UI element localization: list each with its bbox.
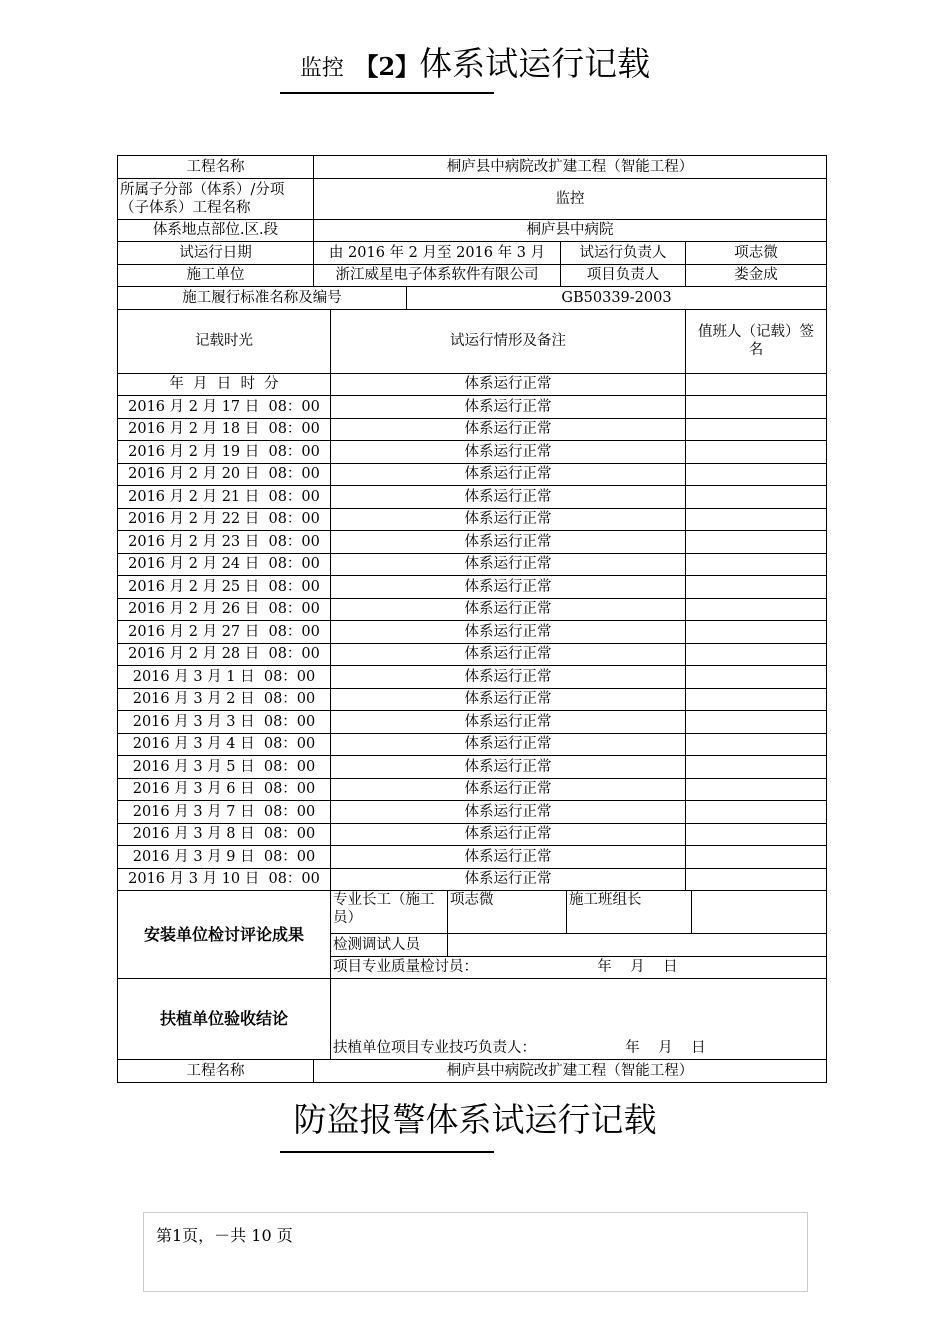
- project-row: [118, 156, 827, 179]
- standard-label: 施工履行标准名称及编号: [118, 287, 407, 310]
- log-duty: [686, 801, 827, 824]
- title-underline: [280, 92, 494, 94]
- log-header-row: [118, 309, 827, 373]
- log-status: 体系运行正常: [331, 756, 686, 779]
- log-duty: [686, 868, 827, 891]
- log-row: [118, 373, 827, 396]
- log-header-status: 试运行情形及备注: [331, 309, 686, 373]
- log-duty: [686, 823, 827, 846]
- install-row-1: [118, 891, 827, 934]
- project-row-2: [118, 1060, 827, 1083]
- supervisor-sign-label: 扶植单位项目专业技巧负责人：: [333, 1040, 536, 1056]
- subproject-row: [118, 178, 827, 219]
- contractor-value: 浙江威星电子体系软件有限公司: [314, 264, 561, 287]
- log-status: 体系运行正常: [331, 733, 686, 756]
- page-number: 第1页，－共 10 页: [156, 1226, 293, 1245]
- log-row: [118, 688, 827, 711]
- location-value: 桐庐县中病院: [314, 219, 827, 242]
- supervisor-row: [118, 979, 827, 1060]
- log-row: [118, 531, 827, 554]
- foreman-label: 专业长工（施工员）: [331, 891, 448, 934]
- log-time: 2016 月 3 月 2 日 08：00: [118, 688, 331, 711]
- log-duty: [686, 553, 827, 576]
- log-row: [118, 418, 827, 441]
- log-time: 2016 月 2 月 18 日 08：00: [118, 418, 331, 441]
- log-time: 2016 月 2 月 24 日 08：00: [118, 553, 331, 576]
- tester-value: [448, 934, 827, 957]
- log-status: 体系运行正常: [331, 396, 686, 419]
- page-footer: [143, 1212, 808, 1292]
- log-status: 体系运行正常: [331, 846, 686, 869]
- log-time: 2016 月 3 月 6 日 08：00: [118, 778, 331, 801]
- log-duty: [686, 463, 827, 486]
- location-label: 体系地点部位.区.段: [118, 219, 314, 242]
- log-status: 体系运行正常: [331, 463, 686, 486]
- location-row: [118, 219, 827, 242]
- foreman-value: 项志微: [448, 891, 567, 934]
- subproject-label: 所属子分部（体系）/分项（子体系）工程名称: [118, 178, 314, 219]
- record-table: [117, 155, 827, 1083]
- log-duty: [686, 688, 827, 711]
- tester-label: 检测调试人员: [331, 934, 448, 957]
- log-status: 体系运行正常: [331, 576, 686, 599]
- log-status: 体系运行正常: [331, 441, 686, 464]
- responsible-value: 项志微: [686, 242, 827, 265]
- team-leader-label: 施工班组长: [567, 891, 692, 934]
- project-label-2: 工程名称: [118, 1060, 314, 1083]
- log-duty: [686, 621, 827, 644]
- log-status: 体系运行正常: [331, 711, 686, 734]
- log-duty: [686, 508, 827, 531]
- log-duty: [686, 396, 827, 419]
- log-duty: [686, 486, 827, 509]
- log-duty: [686, 733, 827, 756]
- install-label: 安装单位检讨评论成果: [118, 891, 331, 979]
- log-row: [118, 441, 827, 464]
- log-time: 2016 月 3 月 5 日 08：00: [118, 756, 331, 779]
- log-status: 体系运行正常: [331, 418, 686, 441]
- log-row: [118, 733, 827, 756]
- log-time: 2016 月 2 月 25 日 08：00: [118, 576, 331, 599]
- contractor-label: 施工单位: [118, 264, 314, 287]
- title-main: 体系试运行记载: [419, 44, 651, 83]
- log-row: [118, 463, 827, 486]
- log-time: 2016 月 2 月 26 日 08：00: [118, 598, 331, 621]
- team-leader-value: [692, 891, 827, 934]
- log-time: 2016 月 2 月 28 日 08：00: [118, 643, 331, 666]
- log-header-duty: 值班人（记载）签名: [686, 309, 827, 373]
- log-duty: [686, 598, 827, 621]
- log-duty: [686, 643, 827, 666]
- log-row: [118, 666, 827, 689]
- date-label: 试运行日期: [118, 242, 314, 265]
- log-duty: [686, 846, 827, 869]
- log-row: [118, 846, 827, 869]
- log-status: 体系运行正常: [331, 486, 686, 509]
- log-status: 体系运行正常: [331, 531, 686, 554]
- log-time: 2016 月 3 月 7 日 08：00: [118, 801, 331, 824]
- log-time: 2016 月 2 月 20 日 08：00: [118, 463, 331, 486]
- log-row: [118, 486, 827, 509]
- log-status: 体系运行正常: [331, 508, 686, 531]
- log-row: [118, 508, 827, 531]
- log-row: [118, 711, 827, 734]
- log-duty: [686, 711, 827, 734]
- log-duty: [686, 778, 827, 801]
- log-status: 体系运行正常: [331, 643, 686, 666]
- log-status: 体系运行正常: [331, 868, 686, 891]
- log-status: 体系运行正常: [331, 621, 686, 644]
- log-time: 2016 月 2 月 22 日 08：00: [118, 508, 331, 531]
- project-label: 工程名称: [118, 156, 314, 179]
- log-row: [118, 801, 827, 824]
- log-duty: [686, 373, 827, 396]
- section-title: 防盗报警体系试运行记载: [293, 1100, 657, 1139]
- project-value-2: 桐庐县中病院改扩建工程（智能工程）: [314, 1060, 827, 1083]
- log-status: 体系运行正常: [331, 553, 686, 576]
- log-duty: [686, 418, 827, 441]
- quality-date: 年 月 日: [597, 959, 678, 976]
- log-time: 2016 月 3 月 8 日 08：00: [118, 823, 331, 846]
- log-duty: [686, 666, 827, 689]
- log-status: 体系运行正常: [331, 598, 686, 621]
- log-time: 2016 月 2 月 21 日 08：00: [118, 486, 331, 509]
- log-status: 体系运行正常: [331, 666, 686, 689]
- contractor-row: [118, 264, 827, 287]
- subproject-value: 监控: [314, 178, 827, 219]
- log-row: [118, 778, 827, 801]
- log-row: [118, 621, 827, 644]
- log-header-time: 记载时光: [118, 309, 331, 373]
- log-time: 2016 月 2 月 19 日 08：00: [118, 441, 331, 464]
- quality-inspector: [331, 956, 827, 979]
- log-status: 体系运行正常: [331, 688, 686, 711]
- title-prefix: 监控: [299, 56, 344, 81]
- standard-row: [118, 287, 827, 310]
- log-time: 2016 月 2 月 27 日 08：00: [118, 621, 331, 644]
- log-time: 2016 月 2 月 23 日 08：00: [118, 531, 331, 554]
- log-duty: [686, 576, 827, 599]
- log-time: 2016 月 2 月 17 日 08：00: [118, 396, 331, 419]
- log-time: 2016 月 3 月 10 日 08：00: [118, 868, 331, 891]
- log-status: 体系运行正常: [331, 778, 686, 801]
- responsible-label: 试运行负责人: [561, 242, 686, 265]
- log-row: [118, 823, 827, 846]
- supervisor-date: 年 月 日: [625, 1040, 706, 1056]
- supervisor-label: 扶植单位验收结论: [118, 979, 331, 1060]
- log-status: 体系运行正常: [331, 373, 686, 396]
- manager-value: 娄金成: [686, 264, 827, 287]
- log-duty: [686, 756, 827, 779]
- standard-value: GB50339-2003: [407, 287, 827, 310]
- log-row: [118, 868, 827, 891]
- log-row: [118, 756, 827, 779]
- log-status: 体系运行正常: [331, 801, 686, 824]
- log-row: [118, 553, 827, 576]
- supervisor-sign: [331, 979, 827, 1060]
- log-row: [118, 598, 827, 621]
- log-time: 2016 月 3 月 4 日 08：00: [118, 733, 331, 756]
- log-row: [118, 576, 827, 599]
- log-rows: [118, 373, 827, 891]
- log-time: 年 月 日 时 分: [118, 373, 331, 396]
- date-row: [118, 242, 827, 265]
- section-title-underline: [280, 1151, 494, 1153]
- log-duty: [686, 441, 827, 464]
- log-time: 2016 月 3 月 9 日 08：00: [118, 846, 331, 869]
- log-time: 2016 月 3 月 1 日 08：00: [118, 666, 331, 689]
- log-row: [118, 396, 827, 419]
- project-value: 桐庐县中病院改扩建工程（智能工程）: [314, 156, 827, 179]
- manager-label: 项目负责人: [561, 264, 686, 287]
- log-duty: [686, 531, 827, 554]
- page-title: [0, 44, 950, 89]
- title-bracket: 【2】: [354, 52, 420, 81]
- log-row: [118, 643, 827, 666]
- quality-label: 项目专业质量检讨员：: [333, 959, 478, 976]
- date-value: 由 2016 年 2 月至 2016 年 3 月: [314, 242, 561, 265]
- log-time: 2016 月 3 月 3 日 08：00: [118, 711, 331, 734]
- log-status: 体系运行正常: [331, 823, 686, 846]
